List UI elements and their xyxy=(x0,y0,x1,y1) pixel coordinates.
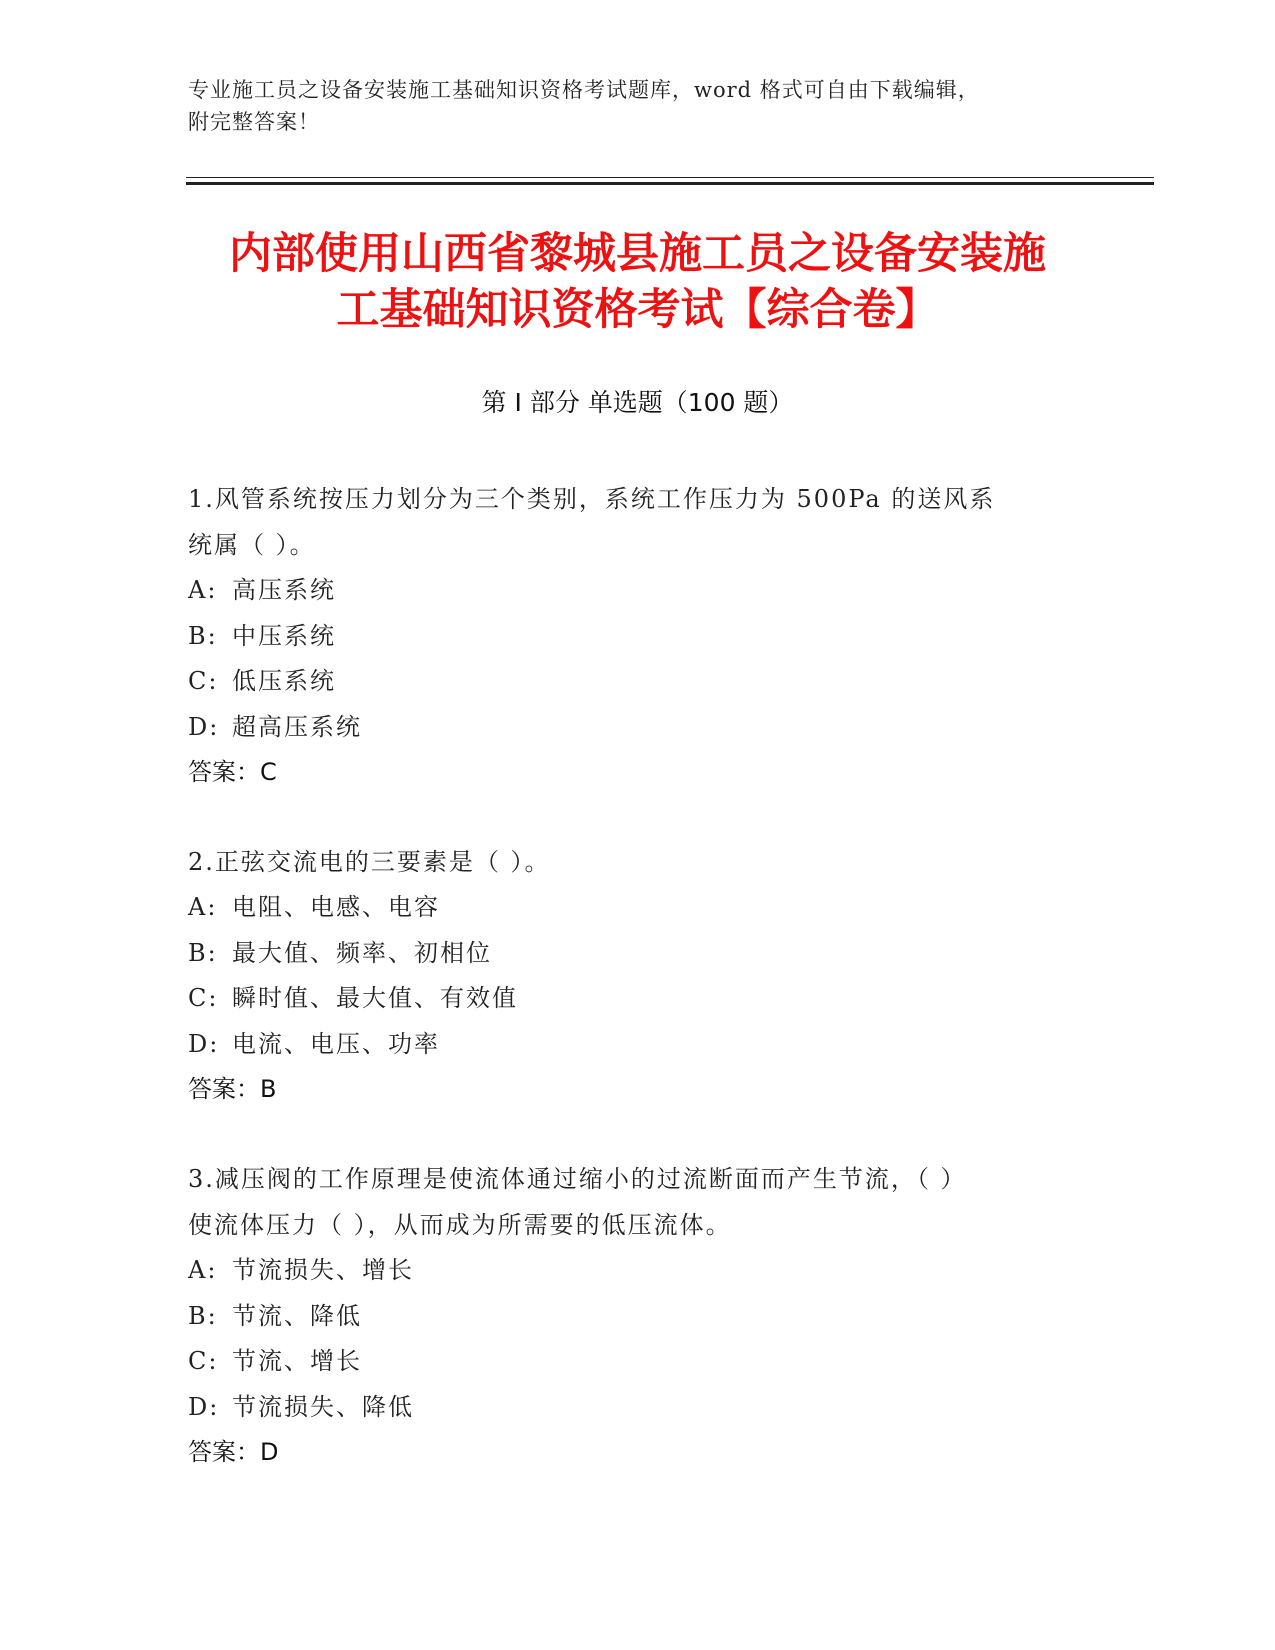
option-text: 中压系统 xyxy=(232,621,336,650)
question-stem-line-2: 统属（ ）。 xyxy=(188,531,316,559)
document-title xyxy=(160,226,1115,338)
option-key: D: xyxy=(188,1029,220,1058)
header-divider-thin xyxy=(186,177,1154,178)
question-1 xyxy=(188,476,1078,795)
option-b xyxy=(188,614,1078,660)
question-stem-line-1: 3.减压阀的工作原理是使流体通过缩小的过流断面而产生节流，（ ） xyxy=(188,1165,967,1193)
header-note xyxy=(188,74,1068,138)
option-text: 节流、降低 xyxy=(232,1301,362,1330)
option-text: 低压系统 xyxy=(232,667,336,695)
answer: 答案：D xyxy=(188,1438,279,1466)
option-text: 高压系统 xyxy=(232,576,336,604)
document-title-line-1: 内部使用山西省黎城县施工员之设备安装施 xyxy=(229,229,1046,279)
question-list xyxy=(188,476,1078,1519)
option-key: A: xyxy=(188,576,218,604)
answer: 答案：B xyxy=(188,1075,277,1103)
option-text: 最大值、频率、初相位 xyxy=(232,938,492,967)
option-text: 瞬时值、最大值、有效值 xyxy=(232,984,518,1012)
option-d xyxy=(188,1385,1078,1431)
option-text: 节流、增长 xyxy=(232,1347,362,1375)
question-2 xyxy=(188,839,1078,1112)
header-note-line-1: 专业施工员之设备安装施工基础知识资格考试题库，word 格式可自由下载编辑， xyxy=(188,78,980,102)
answer: 答案：C xyxy=(188,758,277,786)
option-key: C: xyxy=(188,667,219,695)
option-text: 电阻、电感、电容 xyxy=(232,893,440,921)
option-key: B: xyxy=(188,1301,218,1330)
option-d xyxy=(188,1022,1078,1068)
option-key: D: xyxy=(188,1392,220,1421)
option-text: 节流损失、增长 xyxy=(232,1256,414,1284)
question-stem-line-1: 2.正弦交流电的三要素是（ ）。 xyxy=(188,848,551,876)
question-stem-line-1: 1.风管系统按压力划分为三个类别，系统工作压力为 500Pa 的送风系 xyxy=(188,485,996,513)
option-c xyxy=(188,1339,1078,1385)
option-a xyxy=(188,1248,1078,1294)
option-c xyxy=(188,976,1078,1022)
option-b xyxy=(188,931,1078,977)
option-a xyxy=(188,568,1078,614)
option-key: B: xyxy=(188,621,218,650)
header-note-line-2: 附完整答案！ xyxy=(188,110,320,134)
option-text: 电流、电压、功率 xyxy=(232,1029,440,1058)
question-3 xyxy=(188,1156,1078,1475)
option-b xyxy=(188,1294,1078,1340)
option-a xyxy=(188,885,1078,931)
option-key: A: xyxy=(188,893,218,921)
option-key: A: xyxy=(188,1256,218,1284)
question-stem-line-2: 使流体压力（ ），从而成为所需要的低压流体。 xyxy=(188,1211,732,1239)
document-title-line-2: 工基础知识资格考试【综合卷】 xyxy=(336,285,939,335)
option-key: B: xyxy=(188,938,218,967)
section-heading: 第 I 部分 单选题（100 题） xyxy=(481,388,794,417)
option-text: 超高压系统 xyxy=(232,712,362,741)
option-text: 节流损失、降低 xyxy=(232,1392,414,1421)
option-c xyxy=(188,659,1078,705)
header-divider-thick xyxy=(186,182,1154,185)
option-d xyxy=(188,705,1078,751)
option-key: C: xyxy=(188,1347,219,1375)
option-key: C: xyxy=(188,984,219,1012)
option-key: D: xyxy=(188,712,220,741)
